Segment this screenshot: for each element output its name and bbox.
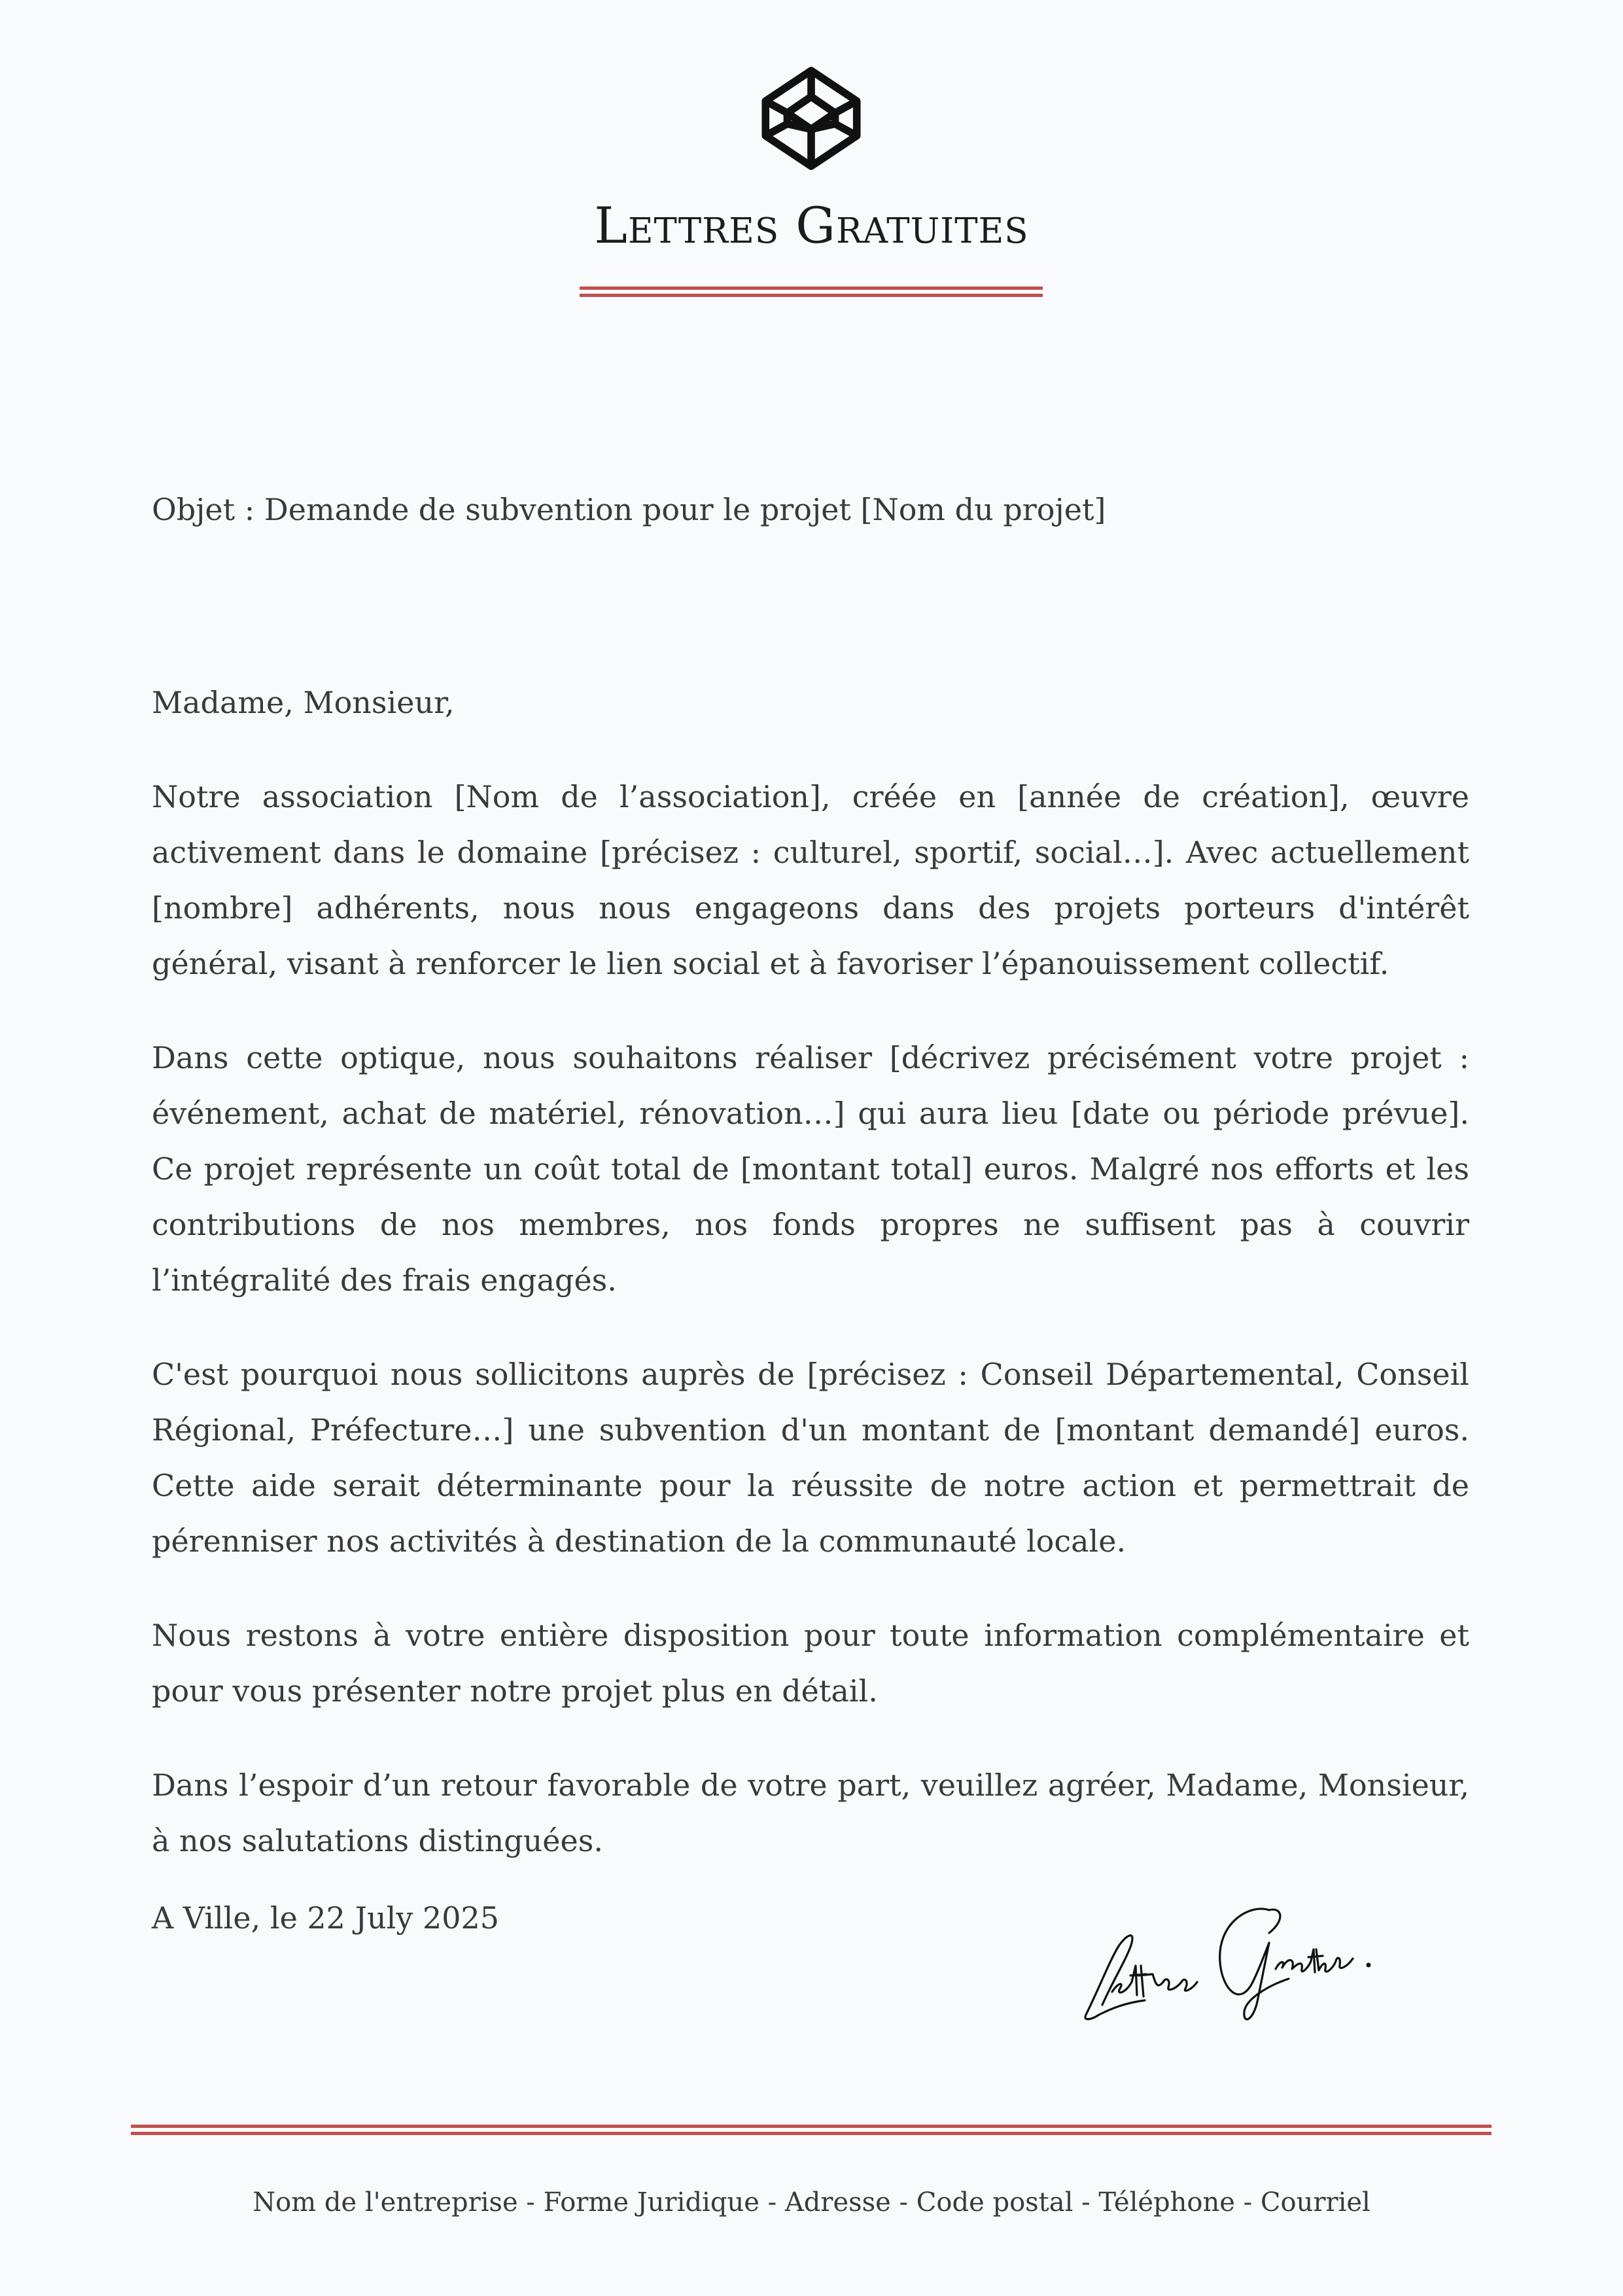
footer-company-info: Nom de l'entreprise - Forme Juridique - Adresse - Code postal - Téléphone - Courriel (253, 2187, 1370, 2218)
letter-body (152, 675, 1469, 1907)
header-double-rule (580, 287, 1043, 297)
handwritten-signature (1073, 1884, 1413, 2028)
codepen-cube-icon (757, 64, 865, 173)
letter-paragraph: Notre association [Nom de l’association], créée en [année de création], œuvre activement dans le domaine [précisez : culturel, sportif, social…]. Avec actuellement [nombre] adhérents, nous nous engageons dans des projets porteurs d'intérêt général, visant à renforcer le lien social et à favoriser l’épanouissement collectif. (152, 779, 1469, 981)
letter-paragraph: C'est pourquoi nous sollicitons auprès de [précisez : Conseil Départemental, Conseil Régional, Préfecture…] une subvention d'un montant de [montant demandé] euros. Cette aide serait déterminante pour la réussite de notre action et permettrait de pérenniser nos activités à destination de la communauté locale. (152, 1357, 1469, 1559)
letter-subject: Objet : Demande de subvention pour le projet [Nom du projet] (152, 492, 1106, 527)
footer-double-rule (131, 2125, 1492, 2135)
letter-greeting: Madame, Monsieur, (152, 685, 455, 720)
letter-paragraph: Dans l’espoir d’un retour favorable de votre part, veuillez agréer, Madame, Monsieur, à nos salutations distinguées. (152, 1767, 1469, 1858)
letter-paragraph: Dans cette optique, nous souhaitons réaliser [décrivez précisément votre projet : événement, achat de matériel, rénovation…] qui aura lieu [date ou période prévue]. Ce projet représente un coût total de [montant total] euros. Malgré nos efforts et les contributions de nos membres, nos fonds propres ne suffisent pas à couvrir l’intégralité des frais engagés. (152, 1040, 1469, 1298)
brand-title: Lettres Gratuites (594, 196, 1029, 254)
place-and-date: A Ville, le 22 July 2025 (152, 1900, 500, 1936)
letter-paragraph: Nous restons à votre entière disposition pour toute information complémentaire et pour vous présenter notre projet plus en détail. (152, 1618, 1469, 1709)
